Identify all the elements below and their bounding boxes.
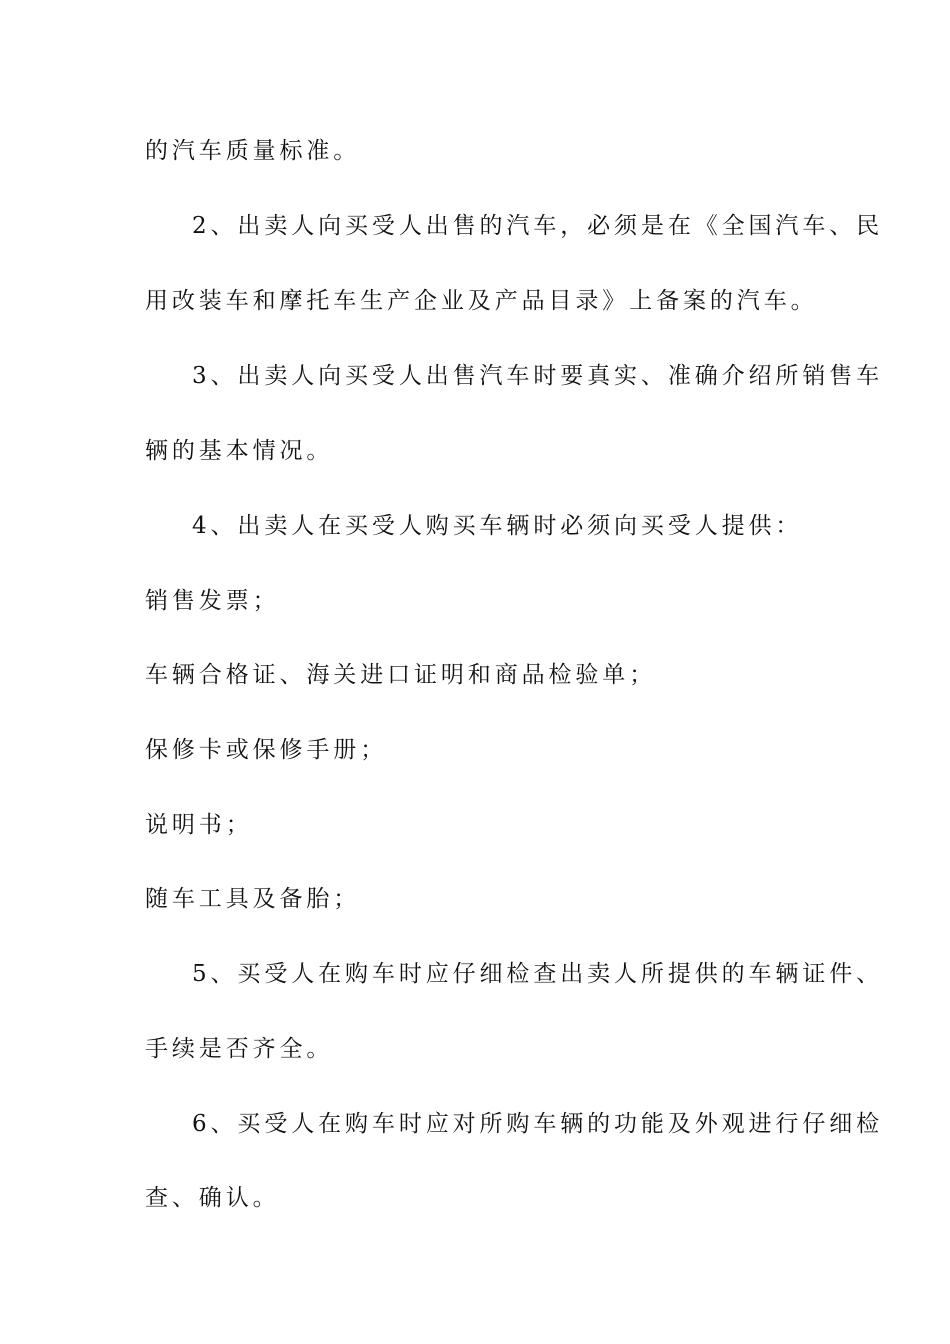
list-item-warranty: 保修卡或保修手册；	[145, 737, 388, 763]
clause-6-line-1: 6、买受人在购车时应对所购车辆的功能及外观进行仔细检	[192, 1111, 884, 1137]
clause-2-line-2: 用改装车和摩托车生产企业及产品目录》上备案的汽车。	[145, 288, 818, 314]
text-line-1: 的汽车质量标准。	[145, 138, 361, 164]
list-item-tools-spare-tire: 随车工具及备胎；	[145, 886, 361, 912]
list-item-manual: 说明书；	[145, 812, 253, 838]
clause-5-line-1: 5、买受人在购车时应仔细检查出卖人所提供的车辆证件、	[192, 961, 884, 987]
clause-4-line-1: 4、出卖人在买受人购买车辆时必须向买受人提供：	[192, 513, 803, 539]
clause-3-line-2: 辆的基本情况。	[145, 438, 334, 464]
clause-6-line-2: 查、确认。	[145, 1185, 280, 1211]
clause-3-line-1: 3、出卖人向买受人出售汽车时要真实、准确介绍所销售车	[192, 363, 884, 389]
clause-5-line-2: 手续是否齐全。	[145, 1036, 334, 1062]
list-item-certificates: 车辆合格证、海关进口证明和商品检验单；	[145, 662, 657, 688]
clause-2-line-1: 2、出卖人向买受人出售的汽车，必须是在《全国汽车、民	[192, 213, 884, 239]
list-item-sales-invoice: 销售发票；	[145, 588, 280, 614]
